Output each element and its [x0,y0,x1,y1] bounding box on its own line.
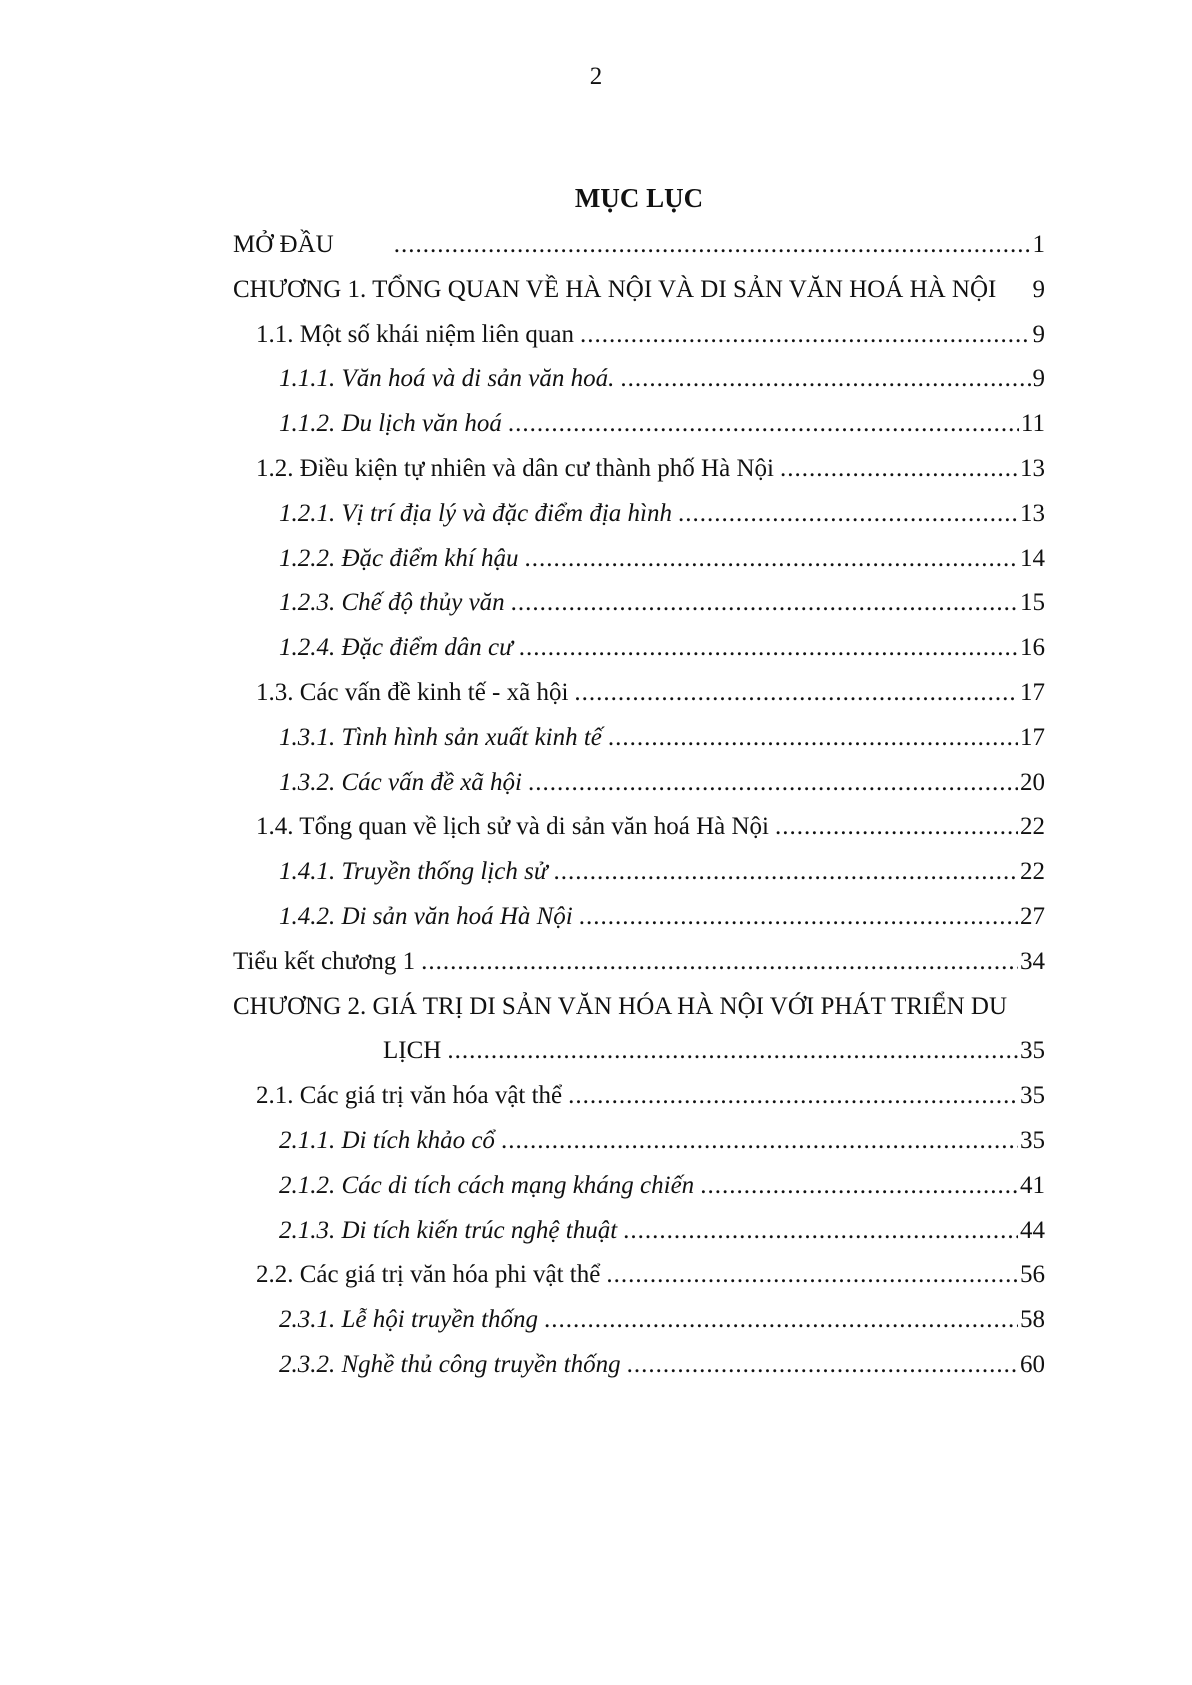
toc-entry-label: 2.1.1. Di tích khảo cổ [279,1126,495,1154]
toc-entry-page: 14 [1020,544,1045,572]
dot-leader [775,805,1018,850]
dot-leader [608,716,1018,761]
dot-leader [580,313,1030,358]
toc-entry-label: 1.4. Tổng quan về lịch sử và di sản văn hoá Hà Nội [256,813,769,841]
toc-entry-page: 13 [1020,454,1045,482]
toc-entry-page: 34 [1020,947,1045,975]
toc-entry-chapter-1[interactable] [233,268,1045,313]
toc-entry-label: 2.2. Các giá trị văn hóa phi vật thể [256,1261,601,1289]
dot-leader [574,671,1018,716]
dot-leader [525,537,1018,582]
toc-entry-label: 1.4.1. Truyền thống lịch sử [279,858,548,886]
toc-entry-2-1-1[interactable] [233,1119,1045,1164]
dot-leader [508,402,1019,447]
toc-entry-page: 44 [1020,1216,1045,1244]
toc-entry-1-2[interactable] [233,447,1045,492]
toc-entry-label: 1.2.3. Chế độ thủy văn [279,589,505,617]
toc-entry-1-2-3[interactable] [233,581,1045,626]
toc-entry-label: CHƯƠNG 1. TỔNG QUAN VỀ HÀ NỘI VÀ DI SẢN VĂN HOÁ HÀ NỘI [233,275,997,303]
dot-leader [606,1253,1018,1298]
dot-leader [620,357,1030,402]
toc-entry-page: 17 [1020,678,1045,706]
dot-leader [623,1209,1018,1254]
dot-leader [544,1298,1018,1343]
page-number: 2 [589,63,603,90]
dot-leader [447,1029,1018,1074]
toc-entry-1-1-1[interactable] [233,357,1045,402]
table-of-contents [233,223,1045,1388]
toc-entry-2-3-2[interactable] [233,1343,1045,1388]
toc-entry-1-1[interactable] [233,313,1045,358]
toc-entry-label: 2.1.3. Di tích kiến trúc nghệ thuật [279,1216,618,1244]
toc-entry-1-2-1[interactable] [233,492,1045,537]
toc-entry-2-3-1[interactable] [233,1298,1045,1343]
toc-entry-label: MỞ ĐẦU [233,231,334,258]
dot-leader [554,850,1019,895]
toc-entry-page: 9 [1032,365,1045,393]
toc-entry-chapter-2-continued[interactable] [233,1029,1045,1074]
toc-entry-label: 1.3.1. Tình hình sản xuất kinh tế [279,723,602,751]
toc-entry-page: 35 [1020,1126,1045,1154]
dot-leader [568,1074,1018,1119]
toc-entry-label: 2.3.1. Lễ hội truyền thống [279,1306,539,1334]
toc-entry-page: 15 [1020,589,1045,617]
toc-entry-2-2[interactable] [233,1253,1045,1298]
toc-entry-label: 1.3.2. Các vấn đề xã hội [279,768,523,796]
toc-entry-label: 2.1.2. Các di tích cách mạng kháng chiến [279,1171,695,1199]
toc-entry-page: 22 [1020,813,1045,841]
toc-entry-2-1-3[interactable] [233,1209,1045,1254]
toc-entry-page: 13 [1020,499,1045,527]
toc-entry-page: 17 [1020,723,1045,751]
dot-leader [678,492,1018,537]
toc-entry-page: 9 [1032,275,1045,303]
toc-entry-label: 1.1. Một số khái niệm liên quan [256,320,575,348]
toc-entry-2-1[interactable] [233,1074,1045,1119]
toc-entry-page: 35 [1020,1082,1045,1110]
toc-entry-label: 1.2.2. Đặc điểm khí hậu [279,544,519,572]
toc-entry-page: 22 [1020,858,1045,886]
toc-entry-label: 1.2.4. Đặc điểm dân cư [279,634,513,662]
toc-entry-1-3-2[interactable] [233,761,1045,806]
toc-entry-page: 41 [1020,1171,1045,1199]
dot-leader [700,1164,1018,1209]
toc-entry-page: 11 [1020,410,1045,438]
toc-entry-label: 2.3.2. Nghề thủ công truyền thống [279,1350,621,1378]
toc-entry-1-4-1[interactable] [233,850,1045,895]
toc-entry-1-1-2[interactable] [233,402,1045,447]
toc-entry-label: 1.1.2. Du lịch văn hoá [279,410,502,438]
toc-entry-page: 56 [1020,1261,1045,1289]
toc-entry-page: 9 [1032,320,1045,348]
dot-leader [528,761,1018,806]
toc-entry-page: 60 [1020,1350,1045,1378]
page-title: MỤC LỤC [574,183,704,213]
toc-entry-1-2-4[interactable] [233,626,1045,671]
toc-entry-label: LỊCH [383,1037,442,1065]
toc-entry-1-4[interactable] [233,805,1045,850]
dot-leader [421,940,1018,985]
toc-entry-mo-dau[interactable] [233,223,1045,268]
dot-leader [519,626,1018,671]
dot-leader [627,1343,1018,1388]
toc-entry-1-3[interactable] [233,671,1045,716]
toc-entry-label: 1.2.1. Vị trí địa lý và đặc điểm địa hình [279,499,673,527]
toc-entry-label: 1.3. Các vấn đề kinh tế - xã hội [256,678,569,706]
toc-entry-page: 35 [1020,1037,1045,1065]
toc-entry-label: 1.1.1. Văn hoá và di sản văn hoá. [279,365,615,393]
dot-leader [501,1119,1018,1164]
toc-entry-label: Tiểu kết chương 1 [233,947,416,975]
toc-entry-page: 20 [1020,768,1045,796]
toc-entry-label: 2.1. Các giá trị văn hóa vật thể [256,1082,563,1110]
toc-entry-1-3-1[interactable] [233,716,1045,761]
toc-entry-page: 58 [1020,1306,1045,1334]
toc-entry-page: 1 [1032,231,1045,258]
dot-leader [579,895,1018,940]
dot-leader [394,223,1031,268]
toc-entry-1-2-2[interactable] [233,537,1045,582]
toc-entry-page: 16 [1020,634,1045,662]
toc-entry-chapter-1-summary[interactable] [233,940,1045,985]
dot-leader [511,581,1018,626]
toc-entry-chapter-2[interactable] [233,985,1045,1030]
toc-entry-2-1-2[interactable] [233,1164,1045,1209]
toc-entry-label: CHƯƠNG 2. GIÁ TRỊ DI SẢN VĂN HÓA HÀ NỘI VỚI PHÁT TRIỂN DU [233,992,1008,1020]
dot-leader [780,447,1018,492]
toc-entry-page: 27 [1020,902,1045,930]
toc-entry-label: 1.2. Điều kiện tự nhiên và dân cư thành phố Hà Nội [256,454,774,482]
toc-entry-1-4-2[interactable] [233,895,1045,940]
toc-entry-label: 1.4.2. Di sản văn hoá Hà Nội [279,902,573,930]
